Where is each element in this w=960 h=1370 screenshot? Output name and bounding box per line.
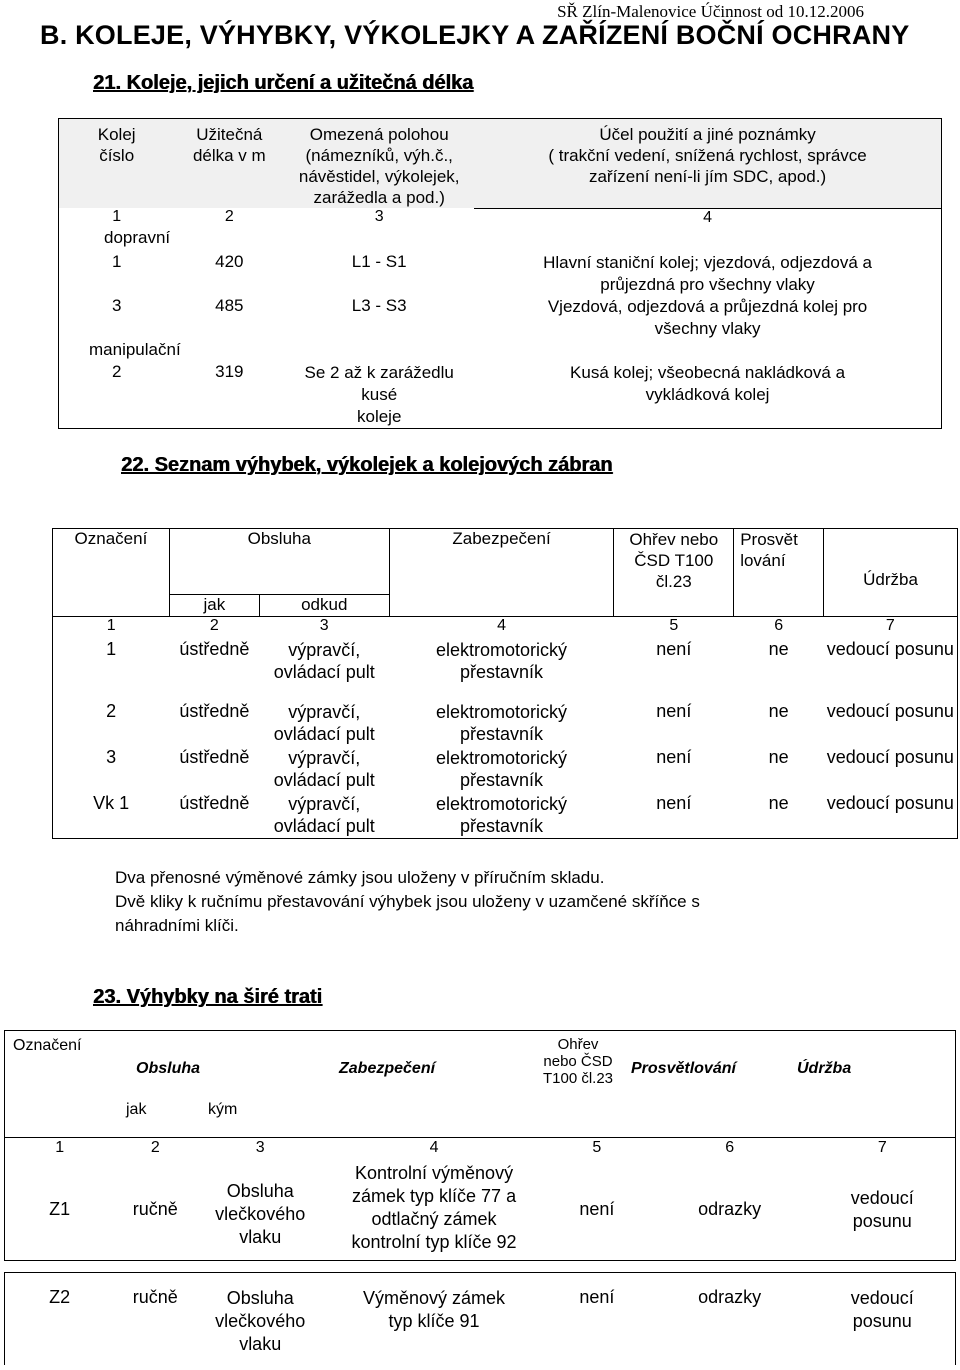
cell-prosvetlovani: odrazky xyxy=(650,1273,810,1365)
col-header-ucel: Účel použití a jiné poznámky ( trakční vedení, snížená rychlost, správce zařízení není-li jím SDC, apod.) xyxy=(474,119,941,209)
col-number: 6 xyxy=(725,1139,735,1156)
document-header: SŘ Zlín-Malenovice Účinnost od 10.12.2006 xyxy=(557,2,864,21)
col-header-kym: kým xyxy=(208,1101,238,1118)
cell-delka: 319 xyxy=(174,362,284,429)
cell-oznaceni: Vk 1 xyxy=(53,793,170,839)
cell-prosvetlovani: odrazky xyxy=(650,1160,810,1260)
cell-udrzba: vedoucí posunu xyxy=(824,639,958,701)
cell-delka: 485 xyxy=(215,296,244,315)
open-track-numbers xyxy=(4,1136,956,1160)
cell-ohrev: není xyxy=(656,700,692,721)
cell-kolej: 1 xyxy=(59,252,175,296)
open-track-row-z1 xyxy=(4,1160,956,1261)
cell-ucel: Hlavní staniční kolej; vjezdová, odjezdová a průjezdná pro všechny vlaky xyxy=(474,252,941,296)
col-number: 4 xyxy=(389,617,614,639)
col-header-ohrev: Ohřev nebo ČSD T100 čl.23 xyxy=(542,1036,614,1087)
cell-udrzba: vedoucí posunu xyxy=(824,701,958,747)
col-number: 3 xyxy=(374,208,384,225)
cell-kym: Obsluha vlečkového vlaku xyxy=(196,1273,324,1365)
col-number: 7 xyxy=(824,617,958,639)
cell-omezena: L1 - S1 xyxy=(351,252,407,271)
cell-zabezpeceni: elektromotorický přestavník xyxy=(436,747,568,790)
cell-udrzba: vedoucí posunu xyxy=(810,1160,956,1260)
col-header-oznaceni: Označení xyxy=(13,1037,82,1054)
col-number: 4 xyxy=(474,208,941,228)
col-header-udrzba: Údržba xyxy=(824,529,958,617)
table-row xyxy=(53,747,958,793)
col-number: 5 xyxy=(592,1139,602,1156)
cell-prosvetlovani: ne xyxy=(768,746,789,767)
cell-odkud: výpravčí, ovládací pult xyxy=(273,639,375,682)
cell-omezena: Se 2 až k zarážedlu kusé koleje xyxy=(284,362,474,429)
section-22-title: 22. Seznam výhybek, výkolejek a kolejových zábran xyxy=(121,454,613,476)
table-row xyxy=(5,1273,956,1365)
table-row xyxy=(5,1160,956,1260)
cell-zabezpeceni: elektromotorický přestavník xyxy=(436,639,568,682)
cell-jak: ústředně xyxy=(169,793,259,839)
col-header-jak: jak xyxy=(169,595,259,617)
cell-oznaceni: 3 xyxy=(53,747,170,793)
cell-odkud: výpravčí, ovládací pult xyxy=(259,793,389,839)
table-row xyxy=(59,252,942,296)
cell-udrzba: vedoucí posunu xyxy=(824,747,958,793)
col-header-prosvetlovani: Prosvětlování xyxy=(631,1060,736,1077)
col-header-obsluha: Obsluha xyxy=(136,1060,201,1077)
cell-ohrev: není xyxy=(656,638,692,659)
col-number: 5 xyxy=(614,617,734,639)
cell-ohrev: není xyxy=(656,746,692,767)
table-row xyxy=(59,296,942,340)
group-label-dopravni: dopravní xyxy=(59,228,475,252)
col-number: 3 xyxy=(255,1139,265,1156)
col-number: 2 xyxy=(169,617,259,639)
col-header-ohrev: Ohřev nebo ČSD T100 čl.23 xyxy=(614,529,734,617)
col-header-prosvetlovani: Prosvět lování xyxy=(734,529,824,617)
cell-kym: Obsluha vlečkového vlaku xyxy=(196,1160,324,1260)
cell-ucel: Vjezdová, odjezdová a průjezdná kolej pro všechny vlaky xyxy=(474,296,941,340)
col-header-odkud: odkud xyxy=(259,595,389,617)
note-line: Dvě kliky k ručnímu přestavování výhybek jsou uloženy v uzamčené skříňce s xyxy=(115,892,700,911)
cell-ucel: Kusá kolej; všeobecná nakládková a vykládková kolej xyxy=(474,362,941,429)
col-number: 7 xyxy=(810,1136,956,1160)
cell-prosvetlovani: ne xyxy=(734,793,824,839)
table-row xyxy=(53,701,958,747)
cell-zabezpeceni: elektromotorický přestavník xyxy=(389,793,614,839)
col-number: 4 xyxy=(429,1139,439,1156)
section-21-title: 21. Koleje, jejich určení a užitečná délka xyxy=(93,72,474,94)
cell-omezena: L3 - S3 xyxy=(351,296,407,315)
cell-prosvetlovani: ne xyxy=(768,700,789,721)
cell-oznaceni: 1 xyxy=(53,639,170,701)
cell-jak: ústředně xyxy=(179,700,250,721)
cell-jak: ústředně xyxy=(179,746,250,767)
cell-udrzba: vedoucí posunu xyxy=(810,1273,956,1365)
col-number: 1 xyxy=(53,617,170,639)
col-number: 2 xyxy=(150,1139,160,1156)
col-number: 3 xyxy=(259,617,389,639)
cell-odkud: výpravčí, ovládací pult xyxy=(273,747,375,790)
storage-note xyxy=(115,866,700,938)
cell-zabezpeceni: elektromotorický přestavník xyxy=(436,701,568,744)
col-header-jak: jak xyxy=(126,1101,147,1118)
col-header-kolej: Kolej číslo xyxy=(59,119,175,209)
group-label-manipulacni: manipulační xyxy=(59,340,475,362)
table-row xyxy=(53,793,958,839)
cell-kolej: 3 xyxy=(59,296,175,340)
table-row xyxy=(53,639,958,701)
col-number: 1 xyxy=(59,208,175,228)
col-number: 2 xyxy=(224,208,234,225)
cell-udrzba: vedoucí posunu xyxy=(824,793,958,839)
cell-prosvetlovani: ne xyxy=(768,638,789,659)
switches-table xyxy=(52,528,958,839)
cell-oznaceni: Z1 xyxy=(5,1160,115,1260)
note-line: Dva přenosné výměnové zámky jsou uloženy v příručním skladu. xyxy=(115,868,605,887)
cell-jak: ústředně xyxy=(179,638,250,659)
cell-odkud: výpravčí, ovládací pult xyxy=(273,701,375,744)
cell-oznaceni: Z2 xyxy=(5,1273,115,1365)
col-number: 1 xyxy=(5,1136,115,1160)
col-header-zabezpeceni: Zabezpečení xyxy=(339,1060,436,1077)
cell-kolej: 2 xyxy=(59,362,175,429)
cell-ohrev: není xyxy=(614,793,734,839)
cell-delka: 420 xyxy=(215,252,244,271)
cell-zabezpeceni: Výměnový zámek typ klíče 91 xyxy=(324,1273,544,1365)
col-header-omezena: Omezená polohou (námezníků, výh.č., návěstidel, výkolejek, zarážedla a pod.) xyxy=(284,119,474,209)
col-header-udrzba: Údržba xyxy=(797,1060,852,1077)
col-header-obsluha: Obsluha xyxy=(169,529,389,595)
cell-oznaceni: 2 xyxy=(53,701,170,747)
main-title: B. KOLEJE, VÝHYBKY, VÝKOLEJKY A ZAŘÍZENÍ BOČNÍ OCHRANY xyxy=(40,20,910,50)
cell-zabezpeceni: Kontrolní výměnový zámek typ klíče 77 a odtlačný zámek kontrolní typ klíče 92 xyxy=(324,1160,544,1260)
tracks-table xyxy=(58,118,942,429)
col-number: 6 xyxy=(734,617,824,639)
table-row xyxy=(59,362,942,429)
col-header-oznaceni: Označení xyxy=(53,529,170,617)
cell-jak: ručně xyxy=(114,1160,196,1260)
col-header-delka: Užitečná délka v m xyxy=(174,119,284,209)
open-track-row-z2 xyxy=(4,1272,956,1365)
col-header-zabezpeceni: Zabezpečení xyxy=(389,529,614,617)
cell-ohrev: není xyxy=(544,1160,650,1260)
cell-ohrev: není xyxy=(544,1273,650,1365)
cell-jak: ručně xyxy=(114,1273,196,1365)
open-track-header-box xyxy=(4,1030,956,1138)
section-23-title: 23. Výhybky na širé trati xyxy=(93,986,323,1008)
note-line: náhradními klíči. xyxy=(115,916,239,935)
